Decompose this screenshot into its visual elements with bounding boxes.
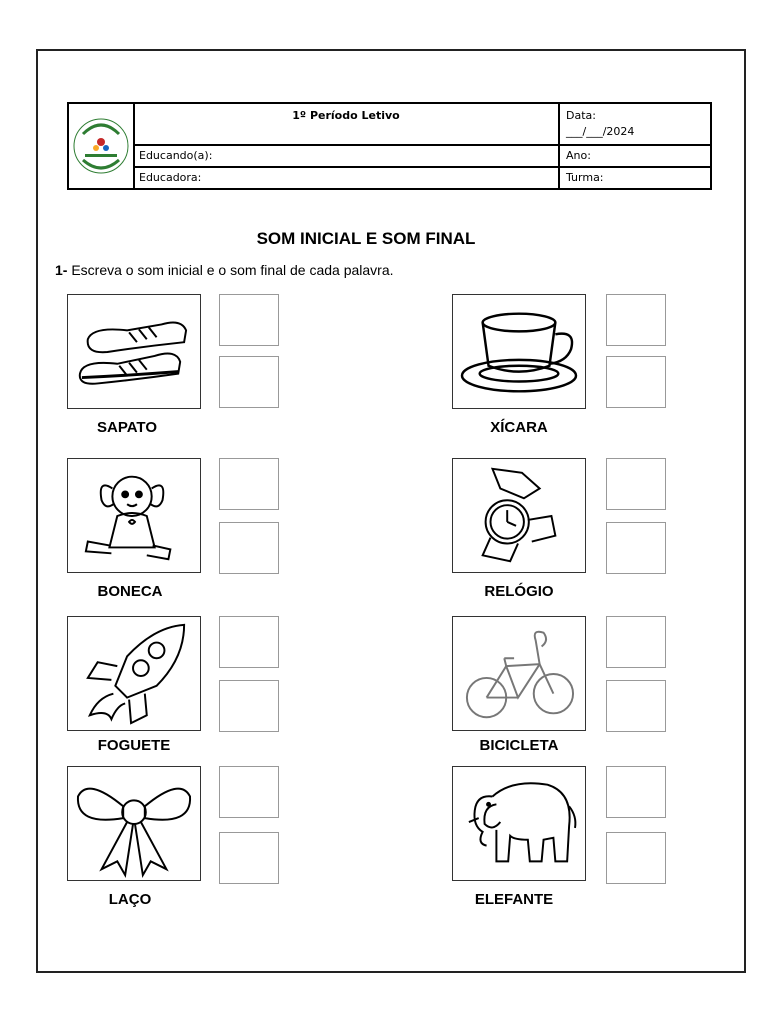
final-sound-box-bicicleta[interactable] (606, 680, 666, 732)
teacup-icon (453, 295, 585, 408)
shoes-picture (67, 294, 201, 409)
doll-picture (67, 458, 201, 573)
initial-sound-box-boneca[interactable] (219, 458, 279, 510)
initial-sound-box-xicara[interactable] (606, 294, 666, 346)
date-field[interactable] (558, 104, 710, 146)
word-label: LAÇO (108, 891, 152, 908)
initial-sound-box-sapato[interactable] (219, 294, 279, 346)
teacup-picture (452, 294, 586, 409)
final-sound-box-xicara[interactable] (606, 356, 666, 408)
word-label: BONECA (97, 583, 163, 600)
bicycle-picture (452, 616, 586, 731)
shoes-icon (68, 295, 200, 408)
instruction-text: Escreva o som inicial e o som final de cada palavra. (67, 262, 394, 278)
final-sound-box-boneca[interactable] (219, 522, 279, 574)
instruction-number: 1- (55, 262, 68, 278)
final-sound-box-elefante[interactable] (606, 832, 666, 884)
word-label: XÍCARA (490, 419, 548, 436)
word-label: SAPATO (96, 419, 157, 436)
school-logo-icon (69, 104, 133, 188)
final-sound-box-sapato[interactable] (219, 356, 279, 408)
initial-sound-box-elefante[interactable] (606, 766, 666, 818)
educando-field[interactable]: Educando(a): (134, 146, 558, 168)
header-table (67, 102, 712, 190)
period-title: 1º Período Letivo (134, 104, 558, 146)
doll-icon (68, 459, 200, 572)
class-field[interactable]: Turma: (558, 168, 710, 188)
bow-icon (68, 767, 200, 880)
rocket-icon (68, 617, 200, 730)
final-sound-box-relogio[interactable] (606, 522, 666, 574)
school-logo (69, 104, 135, 188)
year-field[interactable]: Ano: (558, 146, 710, 168)
final-sound-box-foguete[interactable] (219, 680, 279, 732)
initial-sound-box-bicicleta[interactable] (606, 616, 666, 668)
bow-picture (67, 766, 201, 881)
word-label: BICICLETA (479, 737, 559, 754)
date-value: ___/___/2024 (566, 125, 635, 138)
wristwatch-icon (453, 459, 585, 572)
instruction (55, 262, 394, 278)
educadora-field[interactable]: Educadora: (139, 171, 202, 184)
worksheet-title: SOM INICIAL E SOM FINAL (256, 229, 476, 248)
elephant-icon (453, 767, 585, 880)
initial-sound-box-laco[interactable] (219, 766, 279, 818)
elephant-picture (452, 766, 586, 881)
word-label: FOGUETE (97, 737, 171, 754)
initial-sound-box-relogio[interactable] (606, 458, 666, 510)
final-sound-box-laco[interactable] (219, 832, 279, 884)
word-label: ELEFANTE (474, 891, 554, 908)
initial-sound-box-foguete[interactable] (219, 616, 279, 668)
rocket-picture (67, 616, 201, 731)
wristwatch-picture (452, 458, 586, 573)
bicycle-icon (453, 617, 585, 730)
date-label: Data: (566, 109, 596, 122)
word-label: RELÓGIO (484, 583, 554, 600)
